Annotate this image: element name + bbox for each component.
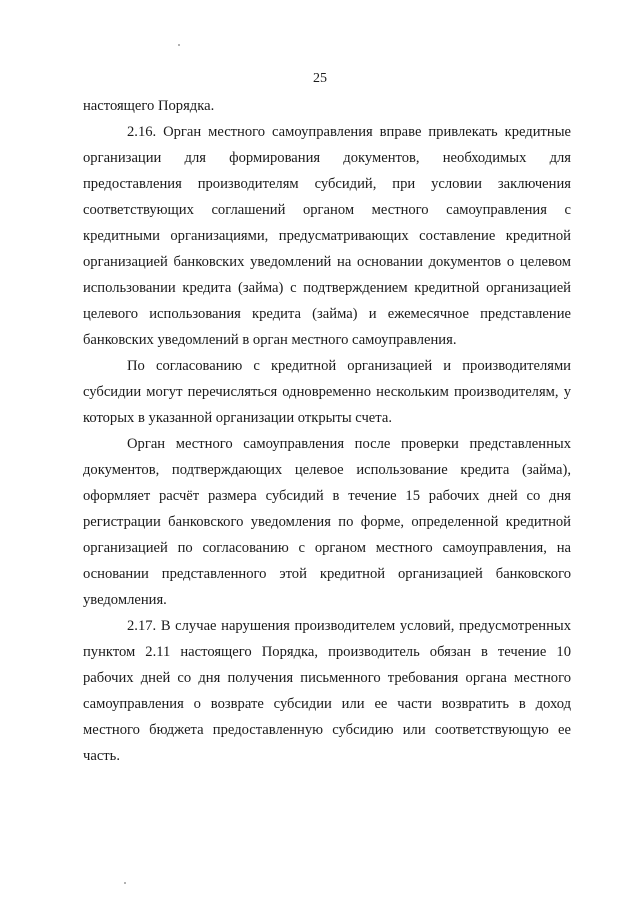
page-number: 25 (313, 71, 327, 86)
paragraph-clause-2-17: 2.17. В случае нарушения производителем условий, предусмотренных пунктом 2.11 настоящего Порядка, производитель обязан в течение 10 рабочих дней со дня получения письменного требования органа местного самоуправления о возврате субсидии или ее части возвратить в доход местного бюджета предоставленную субсидию или соответствующую ее часть. (83, 618, 571, 764)
paragraph-clause-2-16: 2.16. Орган местного самоуправления вправе привлекать кредитные организации для формирования документов, необходимых для предоставления производителям субсидий, при условии заключения соответствующих соглашений органом местного самоуправления с кредитными организациями, предусматривающих составление кредитной организацией банковских уведомлений на основании документов о целевом использовании кредита (займа) с подтверждением кредитной организацией целевого использования кредита (займа) и ежемесячное представление банковских уведомлений в орган местного самоуправления. (83, 124, 571, 348)
paragraph-continuation: настоящего Порядка. (83, 98, 215, 114)
paragraph-verification: Орган местного самоуправления после проверки представленных документов, подтверждающих целевое использование кредита (займа), оформляет расчёт размера субсидий в течение 15 рабочих дней со дня регистрации банковского уведомления по форме, определенной кредитной организацией по согласованию с органом местного самоуправления, на основании представленного этой кредитной организацией банковского уведомления. (83, 436, 571, 608)
document-body (83, 93, 571, 769)
scan-speck (178, 44, 180, 46)
scan-speck (124, 882, 126, 884)
paragraph-agreement: По согласованию с кредитной организацией и производителями субсидии могут перечисляться одновременно нескольким производителям, у которых в указанной организации открыты счета. (83, 358, 571, 426)
